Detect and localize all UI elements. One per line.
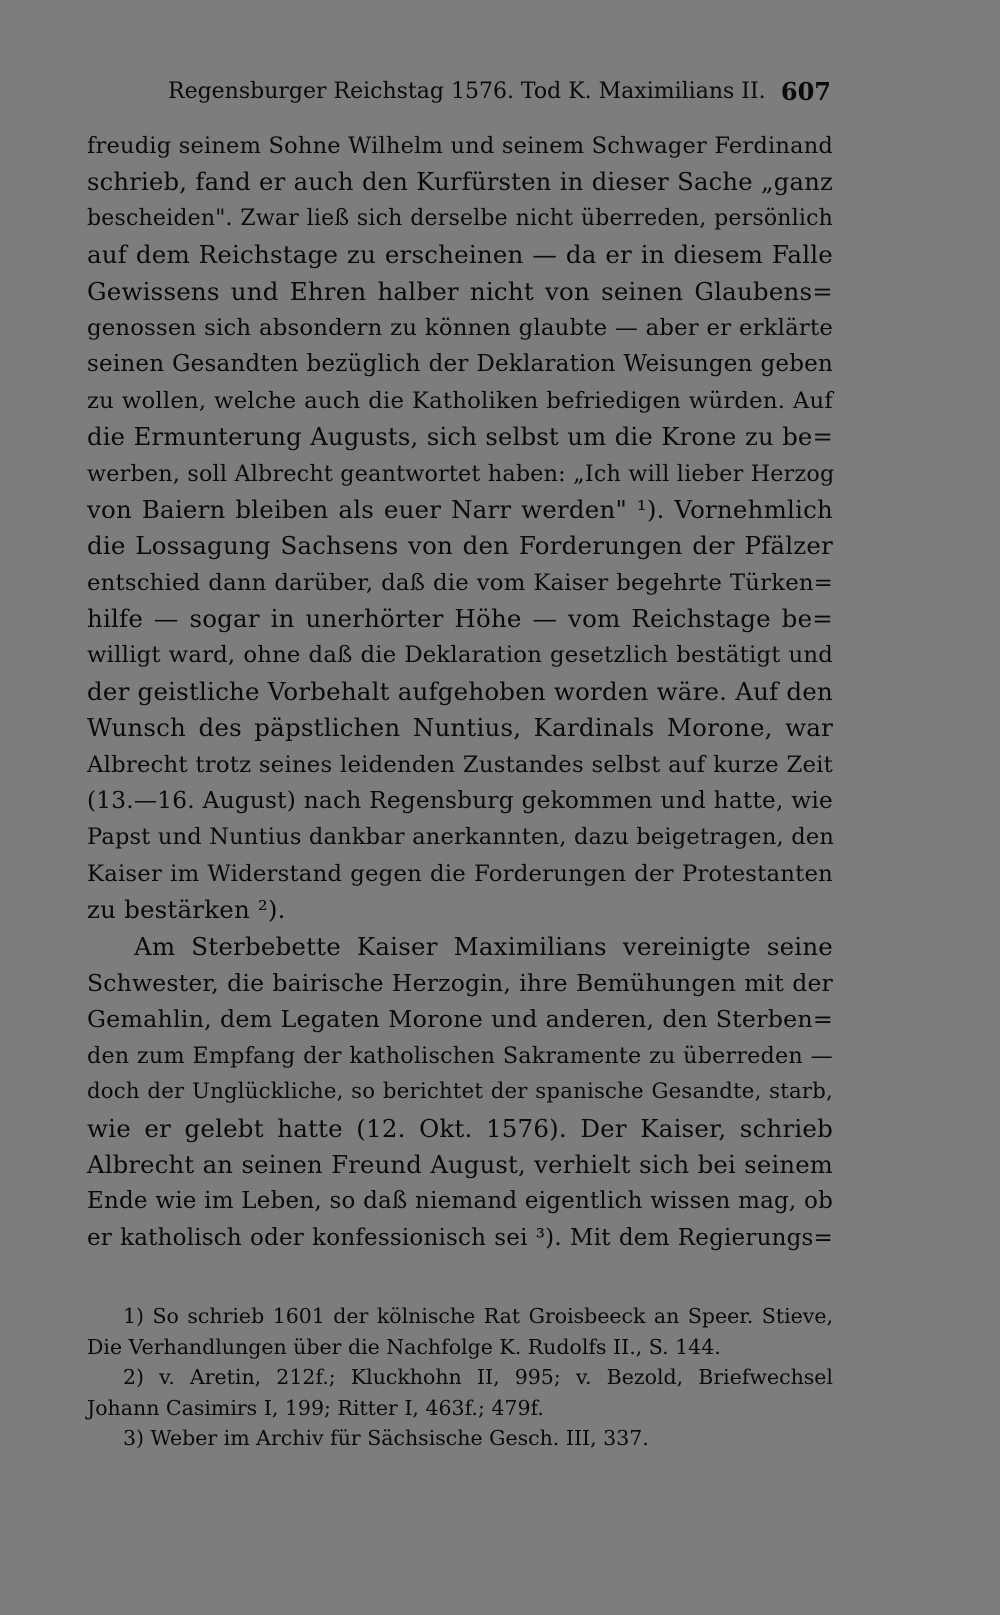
text-line: von Baiern bleiben als euer Narr werden" ¹). Vornehmlich xyxy=(87,494,833,524)
footnote-3: 3) Weber im Archiv für Sächsische Gesch. III, 337. xyxy=(123,1426,649,1450)
text-line: die Lossagung Sachsens von den Forderungen der Pfälzer xyxy=(87,531,833,561)
text-line: seinen Gesandten bezüglich der Deklaration Weisungen geben xyxy=(87,351,833,378)
text-line: Albrecht an seinen Freund August, verhielt sich bei seinem xyxy=(87,1149,833,1179)
text-line: (13.—16. August) nach Regensburg gekommen und hatte, wie xyxy=(87,787,833,815)
paragraph-start-line: Am Sterbebette Kaiser Maximilians vereinigte seine xyxy=(134,931,833,961)
text-line: den zum Empfang der katholischen Sakramente zu überreden — xyxy=(87,1042,833,1069)
text-line: Kaiser im Widerstand gegen die Forderungen der Protestanten xyxy=(87,860,833,887)
text-line: zu bestärken ²). xyxy=(87,895,286,925)
text-line: zu wollen, welche auch die Katholiken befriedigen würden. Auf xyxy=(87,387,833,414)
text-line: wie er gelebt hatte (12. Okt. 1576). Der Kaiser, schrieb xyxy=(87,1113,833,1143)
text-line: entschied dann darüber, daß die vom Kaiser begehrte Türken= xyxy=(87,569,833,596)
text-line: Gewissens und Ehren halber nicht von seinen Glaubens= xyxy=(87,276,833,306)
footnote-2-continued: Johann Casimirs I, 199; Ritter I, 463f.; 479f. xyxy=(87,1395,544,1420)
page-number: 607 xyxy=(780,77,831,106)
text-line: hilfe — sogar in unerhörter Höhe — vom Reichstage be= xyxy=(87,604,833,634)
running-head xyxy=(168,72,831,112)
footnote-2: 2) v. Aretin, 212f.; Kluckhohn II, 995; v. Bezold, Briefwechsel xyxy=(123,1365,833,1389)
footnote-1-continued: Die Verhandlungen über die Nachfolge K. Rudolfs II., S. 144. xyxy=(87,1334,721,1359)
text-line: Papst und Nuntius dankbar anerkannten, dazu beigetragen, den xyxy=(87,824,835,851)
text-line: schrieb, fand er auch den Kurfürsten in dieser Sache „ganz xyxy=(87,167,833,197)
text-line: Wunsch des päpstlichen Nuntius, Kardinals Morone, war xyxy=(87,713,833,743)
text-line: genossen sich absondern zu können glaubte — aber er erklärte xyxy=(87,314,833,341)
text-line: werben, soll Albrecht geantwortet haben: „Ich will lieber Herzog xyxy=(87,460,835,487)
text-line: freudig seinem Sohne Wilhelm und seinem Schwager Ferdinand xyxy=(87,133,833,159)
text-line: der geistliche Vorbehalt aufgehoben worden wäre. Auf den xyxy=(87,676,833,706)
text-line: willigt ward, ohne daß die Deklaration gesetzlich bestätigt und xyxy=(87,642,833,669)
footnote-1: 1) So schrieb 1601 der kölnische Rat Groisbeeck an Speer. Stieve, xyxy=(123,1304,833,1328)
text-line: Gemahlin, dem Legaten Morone und anderen, den Sterben= xyxy=(87,1005,833,1034)
text-line: doch der Unglückliche, so berichtet der spanische Gesandte, starb, xyxy=(87,1079,833,1105)
text-line: Albrecht trotz seines leidenden Zustandes selbst auf kurze Zeit xyxy=(87,751,833,778)
text-line: bescheiden". Zwar ließ sich derselbe nicht überreden, persönlich xyxy=(87,205,833,231)
text-line: auf dem Reichstage zu erscheinen — da er in diesem Falle xyxy=(87,240,833,270)
text-line: er katholisch oder konfessionisch sei ³). Mit dem Regierungs= xyxy=(87,1224,833,1251)
body-text xyxy=(87,128,833,1256)
text-line: Schwester, die bairische Herzogin, ihre Bemühungen mit der xyxy=(87,968,833,997)
footnotes xyxy=(87,1301,833,1454)
text-line: Ende wie im Leben, so daß niemand eigentlich wissen mag, ob xyxy=(87,1188,833,1215)
running-head-title: Regensburger Reichstag 1576. Tod K. Maximilians II. xyxy=(168,79,766,104)
text-line: die Ermunterung Augusts, sich selbst um die Krone zu be= xyxy=(87,422,833,452)
